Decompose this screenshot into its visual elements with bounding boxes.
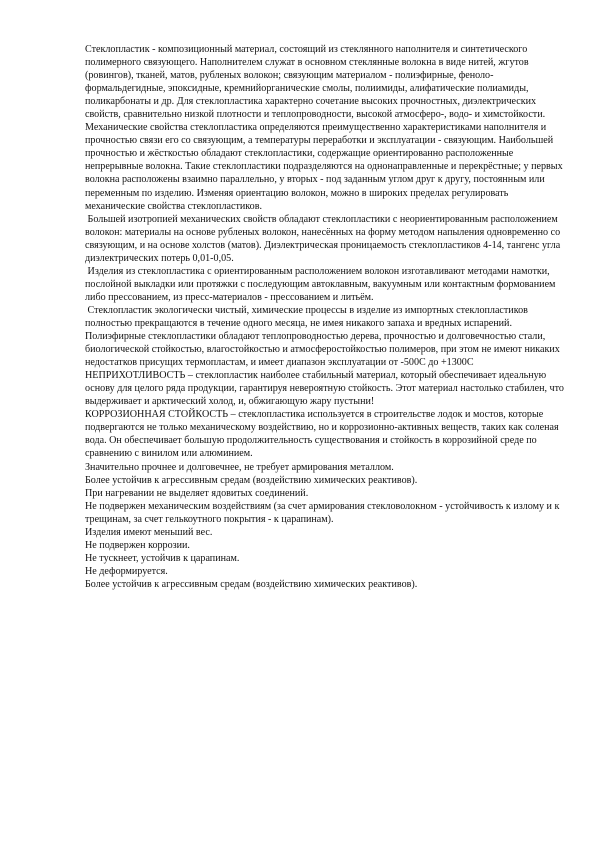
benefit-line-no-toxic: При нагревании не выделяет ядовитых соединений. <box>85 487 309 499</box>
benefit-line-strength: Значительно прочнее и долговечнее, не требует армирования металлом. <box>85 461 394 473</box>
benefit-line-scratch: Не тускнеет, устойчив к царапинам. <box>85 552 240 564</box>
benefit-line-mechanical: Не подвержен механическим воздействиям (за счет армирования стекловолокном - устойчивость к излому и к трещинам, за счет гелькоутного покрытия - к царапинам). <box>85 500 562 525</box>
benefit-line-deformation: Не деформируется. <box>85 565 168 577</box>
benefit-line-chemical-resistance-repeat: Более устойчив к агрессивным средам (воздействию химических реактивов). <box>85 578 418 590</box>
paragraph-ecology: Стеклопластик экологически чистый, химические процессы в изделие из импортных стеклопластиков полностью прекращаются в течение одного месяца, не имея никакого запаха и вредных испарений. Полиэфирные стеклопластики обладают теплопроводностью дерева, прочностью и долговечностью стали, биологической стойкостью, влагостойкостью и атмосферостойкостью полимеров, при этом не имеют никаких недостатков присущих термопластам, и имеет диапазон эксплуатации от -500С до +1300С <box>85 304 563 369</box>
paragraph-manufacturing: Изделия из стеклопластика с ориентированным расположением волокон изготавливают методами намотки, послойной выкладки или протяжки с последующим автоклавным, вакуумным или контактным формованием либо прессованием, из пресс-материалов - прессованием и литьём. <box>85 265 558 303</box>
benefit-line-chemical-resistance: Более устойчив к агрессивным средам (воздействию химических реактивов). <box>85 474 418 486</box>
paragraph-isotropy: Большей изотропией механических свойств обладают стеклопластики с неориентированным расположением волокон: материалы на основе рубленых волокон, нанесённых на форму методом напыления одновременно со связующим, и на основе холстов (матов). Диэлектрическая проницаемость стеклопластиков 4-14, тангенс угла диэлектрических потерь 0,01-0,05. <box>85 213 563 264</box>
document-page <box>85 43 565 591</box>
benefit-line-corrosion: Не подвержен коррозии. <box>85 539 190 551</box>
paragraph-corrosion-resistance: КОРРОЗИОННАЯ СТОЙКОСТЬ – стеклопластика используется в строительстве лодок и мостов, которые подвергаются не только механическому воздействию, но и коррозионно-активных веществ, таких как соленая вода. Он обеспечивает большую продолжительность существования и стойкость в коррозийной среде по сравнению с винилом или алюминием. <box>85 409 562 460</box>
paragraph-definition: Стеклопластик - композиционный материал, состоящий из стеклянного наполнителя и синтетического полимерного связующего. Наполнителем служат в основном стеклянные волокна в виде нитей, жгутов (ровингов), тканей, матов, рубленых волокон; связующим материалом - полиэфирные, феноло-формальдегидные, эпоксидные, кремнийорганические смолы, полиимиды, алифатические полиамиды, поликарбонаты и др. Для стеклопластика характерно сочетание высоких прочностных, диэлектрических свойств, сравнительно низкой плотности и теплопроводности, высокой атмосферо-, водо- и химстойкости. Механические свойства стеклопластика определяются преимущественно характеристиками наполнителя и прочностью связи его со связующим, а температуры переработки и эксплуатации - связующим. Наибольшей прочностью и жёсткостью обладают стеклопластики, содержащие ориентированно расположенные непрерывные волокна. Такие стеклопластики подразделяются на однонаправленные и перекрёстные; у первых волокна расположены взаимно параллельно, у вторых - под заданным углом друг к другу, постоянным или переменным по изделию. Изменяя ориентацию волокон, можно в широких пределах регулировать механические свойства стеклопластиков. <box>85 44 566 212</box>
paragraph-unpretentiousness: НЕПРИХОТЛИВОСТЬ – стеклопластик наиболее стабильный материал, который обеспечивает идеальную основу для целого ряда продукции, гарантируя невероятную стойкость. Этот материал настолько стабилен, что выдерживает и арктический холод, и, обжигающую жару пустыни! <box>85 370 567 408</box>
benefit-line-weight: Изделия имеют меньший вес. <box>85 526 213 538</box>
